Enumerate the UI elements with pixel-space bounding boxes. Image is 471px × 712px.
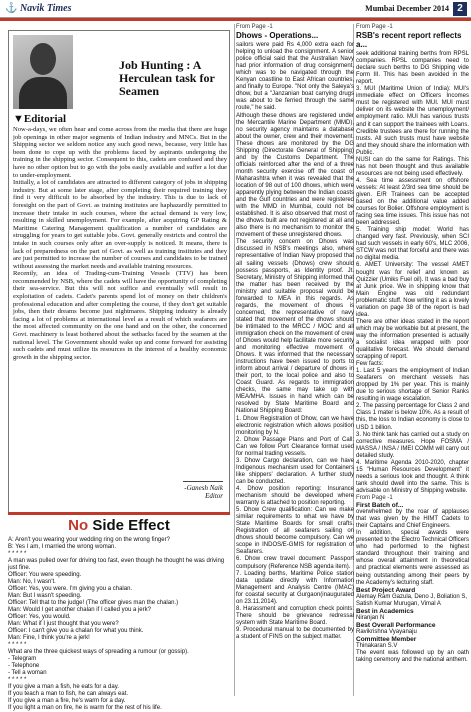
award-names: Thinakaran S.V [356,642,398,649]
joke-line: Man: What if I just thought that you were? [8,621,119,627]
dhows-paragraph: 9. Procedural manual to be documented by a student of FINS on the subject matter. [236,626,354,640]
closing-paragraph: The event was followed up by an oath taking ceremony and the national anthem. [356,650,469,664]
rsb-paragraph: 4. Sea time assessment on offshore vessels: At least 2/3rd sea time should be given. E/R Trainees can be accepted based on the additional value added courses for Bolier. Offshore employment is facing sea time issues. This issue has not been addressed. [356,177,469,227]
rsb-paragraph: 3. MUI (Maritime Union of India): MUI's immediate effect on Officers Incomes must be registered with MUI. MUI must deliver on its website the unemployment/ employment ratio. MUI has various trusts and it can support the trainees with Loans. Credible trustees are there for running the trusts. All such trusts must have website and they should share the information with Public. [356,86,469,156]
dhows-paragraph: 1. Dhow Registration of Dhow, can we have electronic registration which allows position monitoring by N. [236,415,354,436]
joke-line: If you give a man a fish, he eats for a day. [8,684,119,690]
dhows-paragraph: 5. Dhow Crew qualification: Can we make similar requirements to what we have by State Maritime Boards for small crafts. Registration of all seafarers sailing on dhows should become compulsory. Can we scope in INDOS/E-GMIS for registration of Seafarers. [236,507,354,556]
rsb-paragraph: 1. Last 5 years the employment of Indian Seafarers on merchant vessels has dropped by 1% per year. This is mainly due to serious shortage of Senior Ranks resulting in wage escalation. [356,368,469,403]
editor-photo-head [30,43,56,75]
joke-line: Man: No, I wasn't. [8,579,56,585]
column-divider [234,24,235,696]
header-rule [0,18,471,21]
joke-line: Man: But I wasn't speeding. [8,593,82,599]
dhows-paragraph: 8. Harassment and corruption check points: There should be grievance redressal system with State Maritime Board. [236,605,354,626]
first-batch-heading: First Batch of... [356,502,404,510]
editorial-paragraph: Recently, an idea of Trading-cum-Training Vessels (TTV) has been recommended by NSB, where the cadets will have the opportunity of completing their sea-service. But this will not suffice and eventually will result in exploitation of cadets. Cadet's parents spend lot of money on their children's professional education and after completing the course, if they don't get suitable jobs, then their dreams become just nightmares. Shipping industry is already facing a lot of problems at international level as a result of which seafarers are the most affected community on the one hand and on the other, the concerned Govt. machinery is least bothered about the setbacks faced by the seamen at the national level. The Government should wake up and come forward for assisting such cadets and must utilize its resources in the interest of a healthy economic growth in the shipping sector. [13,270,227,361]
dhows-column [236,24,354,641]
editorial-paragraph: Now-a-days, we often hear and come across from the media that there are huge job openings in other major segments of Indian industry and MNCs. But in the Shipping sector we seldom notice any such good news, because, very little has been done to cope up with the problems faced by aspirants undergoing the training in the shipping sector. Consequent to this, cadets are confused and they have no other option but to go with the jobs easily available and suffer a lot due to under-employment. [13,126,227,179]
joke-line: * * * * * [8,642,27,648]
page-number: 2 [453,2,467,16]
rsb-paragraph: NUSI can do the same for Ratings. This has not been thought and thus available resources are not being used effectively. [356,156,469,177]
continued-from: From Page -1 [356,24,393,30]
joke-line: - Telegram [8,656,37,662]
rsb-paragraph: 5. Training ship model: World has changed very fast. Previously, when SCI had such vessels in early 60's, MLC 2006, STCW was not that forceful and there was no digital media. [356,227,469,262]
dhows-paragraph: Although these dhows are registered under the Mercantile Marine Department (MMD), no security agency maintains a database about the owner, crew and their movement. These dhows are monitored by the DG Shipping (Directorate General of Shipping) and by the Customs Department. The officials reinforced after the end of a three month security exercise off the coast of Maharashtra when it was revealed that the location of 98 out of 100 dhows, which were apparently plying between the Indian coasts and the Gulf countries and were registered with the MMD in Mumbai, could not be established. It is also observed that most of the dhows built are not registered at all and also there is no mechanism to monitor the movement of these unregistered dhows. [236,112,354,239]
no-side-effect-body [8,537,230,712]
signature-scribble [183,481,223,482]
joke-line: - Telephone [8,663,40,669]
editorial-title: Job Hunting : A Herculean task for Seamen [119,58,215,98]
joke-line: Officer: Yes, you would. [8,614,71,620]
rsb-paragraph: Few facts: [356,361,384,368]
dhows-paragraph: 2. Dhow Passage Plans and Port of Call: Can we follow Port Clearance format used for normal trading vessels. [236,436,354,457]
joke-line: Man: Would I get another chalan if I called you a jerk? [8,607,151,613]
award-names: Niranjan N [356,614,385,621]
rsb-paragraph: 2. The passing percentage for Class 2 and Class 1 mater is below 10%. As a result of this, the loss to Indian economy is close to USD 1 billion. [356,403,469,431]
joke-line: A: Aren't you wearing your wedding ring on the wrong finger? [8,537,170,543]
dhows-paragraph: The security concern on Dhows was discussed in NSB's meetings also, where representative of Indian Navy proposed that all sailing vessels (Dhows) crew should possess passports, as Identity proof. Jt. Secretary, Ministry of Shipping informed that the matter has been received by the ministry and suitable proposal would be forwarded to MEA in this regards. As regards, the movement of dhows is concerned, the representative of navy stated that movement of the dhows should be intimated to the MRCC / MOC and all immigration check on the movement of crew of Dhows would help facilitate more security and monitoring effective movement of Dhows. It was informed that the necessary instructions have been issued to ports to inform about arrival / departure of dhows in their port, to the local police and also to Coast Guard. As regards to immigration checks, the same may take up with MEA/MHA. Issues in hand which can be resolved by State Maritime Board and National Shipping Board: [236,239,354,415]
first-batch-paragraph: In addition, special awards were presented to the Electro Technical Officers who had performed to the highest standard throughout their training and whose overall attainment in theoretical and practical elements were assessed as being outstanding among their peers by the Academy's lecturing staff. [356,530,469,586]
joke-line: A man was pulled over for driving too fast, even though he thought he was driving just fine. [8,558,225,571]
joke-line: What are the three quickest ways of spreading a rumour (or gossip). [8,649,189,655]
continued-from: From Page -1 [236,24,273,30]
editorial-signature [183,481,223,500]
rsb-paragraph: 4. Maritime Agenda 2010-2020, chapter 15 "Human Resources Development" it needs a serious look and thought. A think tank should dwell into the same. This is advisable on Ministry of Shipping website. [356,459,469,494]
logo-text: Navik Times [19,3,72,14]
signature-role: Editor [205,492,223,500]
award-title: Committee Member [356,635,417,643]
issue-date: Mumbai December 2014 [365,4,449,13]
signature-name: -Ganesh Naik [184,484,223,492]
joke-line: If you give a man a fire, he's warm for a day. [8,698,126,704]
dhows-paragraph: 6. Dhow crew travel document: Passport compulsory (Reference NSB agenda item). [236,556,354,570]
editor-photo [13,35,73,109]
dhows-paragraph: 4. Dhow position reporting: Insurance mechanism should be developed where warranty is attached to position reporting. [236,486,354,507]
joke-line: * * * * * [8,677,27,683]
no-side-effect-title: No Side Effect [8,512,230,534]
award-title: Best Project Award [356,586,416,594]
logo-flag-icon: ⚓ [5,3,18,14]
continued-from: From Page -1 [356,495,393,501]
rsb-column [356,24,469,664]
no-side-effect-section [8,512,230,712]
joke-line: If you teach a man to fish, he can always eat. [8,691,129,697]
dhows-paragraph: 3. Dhow Cargo declaration, can we have Indigenous mechanism used for Containers like shippers' declaration. A further study can be conducted. [236,457,354,485]
joke-line: Man: Fine, I think you're a jerk! [8,635,90,641]
rsb-body [356,51,469,495]
dhows-body [236,42,354,641]
first-batch-paragraph: overwhelmed by the roar of applauses that was given by the HIMT Cadets to their Captains and Chief Engineers. [356,509,469,530]
joke-line: Officer: I can't give you a chalan for what you think. [8,628,144,634]
rsb-paragraph: seek additional training berths from RPSL companies. RPSL companies need to declare such berths to DG Shipping vide Form III. This has been avoided in the report. [356,51,469,86]
joke-line: If you light a man on fire, he is warm for the rest of his life. [8,705,162,711]
dhows-paragraph: sailors were paid Rs 4,000 extra each for helping to unload the consignment. A senior police official said that the Australian Navy had prior information of drug consignment, which was to be navigated through the Kenyan coastline to East African countries, and finally to Europe. "Not only the Saleya's dhow, but a "Janzanian boat carrying drugs was about to be ferried through the same route," he said. [236,42,354,112]
rsb-paragraph: 3. No think tank has carried out a study on corrective measures. Hope FOSMA / MASSA / INSA / IMEI COMM will carry out detailed study. [356,431,469,459]
rsb-paragraph: 6. AMET University: The vessel AMET bought was for relief and known as Quizzier (Umiks Fuel oil). It was a bad buy at Junk price. We in shipping know that Main Engine was old redundant problematic stuff. Now writing it as a lovely variation on page 38 of the report is bad idea. [356,262,469,318]
editorial-label: ▼Editorial [13,113,67,125]
rsb-heading: RSB's recent report reflects a... [356,31,462,50]
joke-line: * * * * * [8,551,27,557]
joke-line: B: Yes I am, I married the wrong woman. [8,544,117,550]
award-names: Alemay Ram Gazula, Deno J, Boliation S, Satish Kumar Murugan, Vimal A [356,593,468,607]
page-header [0,0,471,18]
dhows-paragraph: 7. Loading berths, Maritime Police station data update directly with Information Management and Analysis Centre (IMAC) for coastal security at Gurgaon(inaugurated on 23.11.2014). [236,570,354,605]
first-batch-body [356,509,469,664]
dhows-heading: Dhows - Operations... [236,31,319,41]
triangle-icon: ▼ [13,113,24,125]
joke-line: Officer: Yes, you were. I'm giving you a chalan. [8,586,133,592]
award-names: Ravikrishna Vyayanaju [356,628,417,635]
editor-photo-body [19,77,67,109]
rsb-paragraph: There are other ideas stated in the report which may be workable but at present, the way the information presented is actually a socialist idea wrapped with poor qualitative forecast. We should demand scrapping of report. [356,318,469,361]
editorial-body [13,126,227,361]
editorial-box [8,30,230,515]
joke-line: Officer: You were speeding. [8,572,82,578]
joke-line: - Tell a woman [8,670,47,676]
award-title: Best Overall Performance [356,621,436,629]
editorial-paragraph: Initially, a lot of candidates are attracted to different category of jobs in shipping industry. But at some later stage, after completing their required training they find it very difficult to be absorbed by the industry. This is due to lack of foresight on the part of Govt. as training institutes are haphazardly permitted to increase their intake in such courses, where the actual demand is very low, resulting in skilled unemployment. For example, after acquiring GP Rating & Maritime Catering Management qualification a number of candidates are struggling for years to get suitable jobs. Govt. generally restricts and control the intake in such courses only after an over-supply is noticed. It means, there is lack of preparedness on the part of Govt. as well as training institutes and they are just permitted to increase the number of courses and candidates to be trained without assessing the market needs and available training resources. [13,179,227,270]
joke-line: Officer: Tell that to the judge! (The officer gives man the chalan.) [8,600,179,606]
masthead-logo [5,3,72,14]
award-title: Best in Academics [356,607,414,615]
